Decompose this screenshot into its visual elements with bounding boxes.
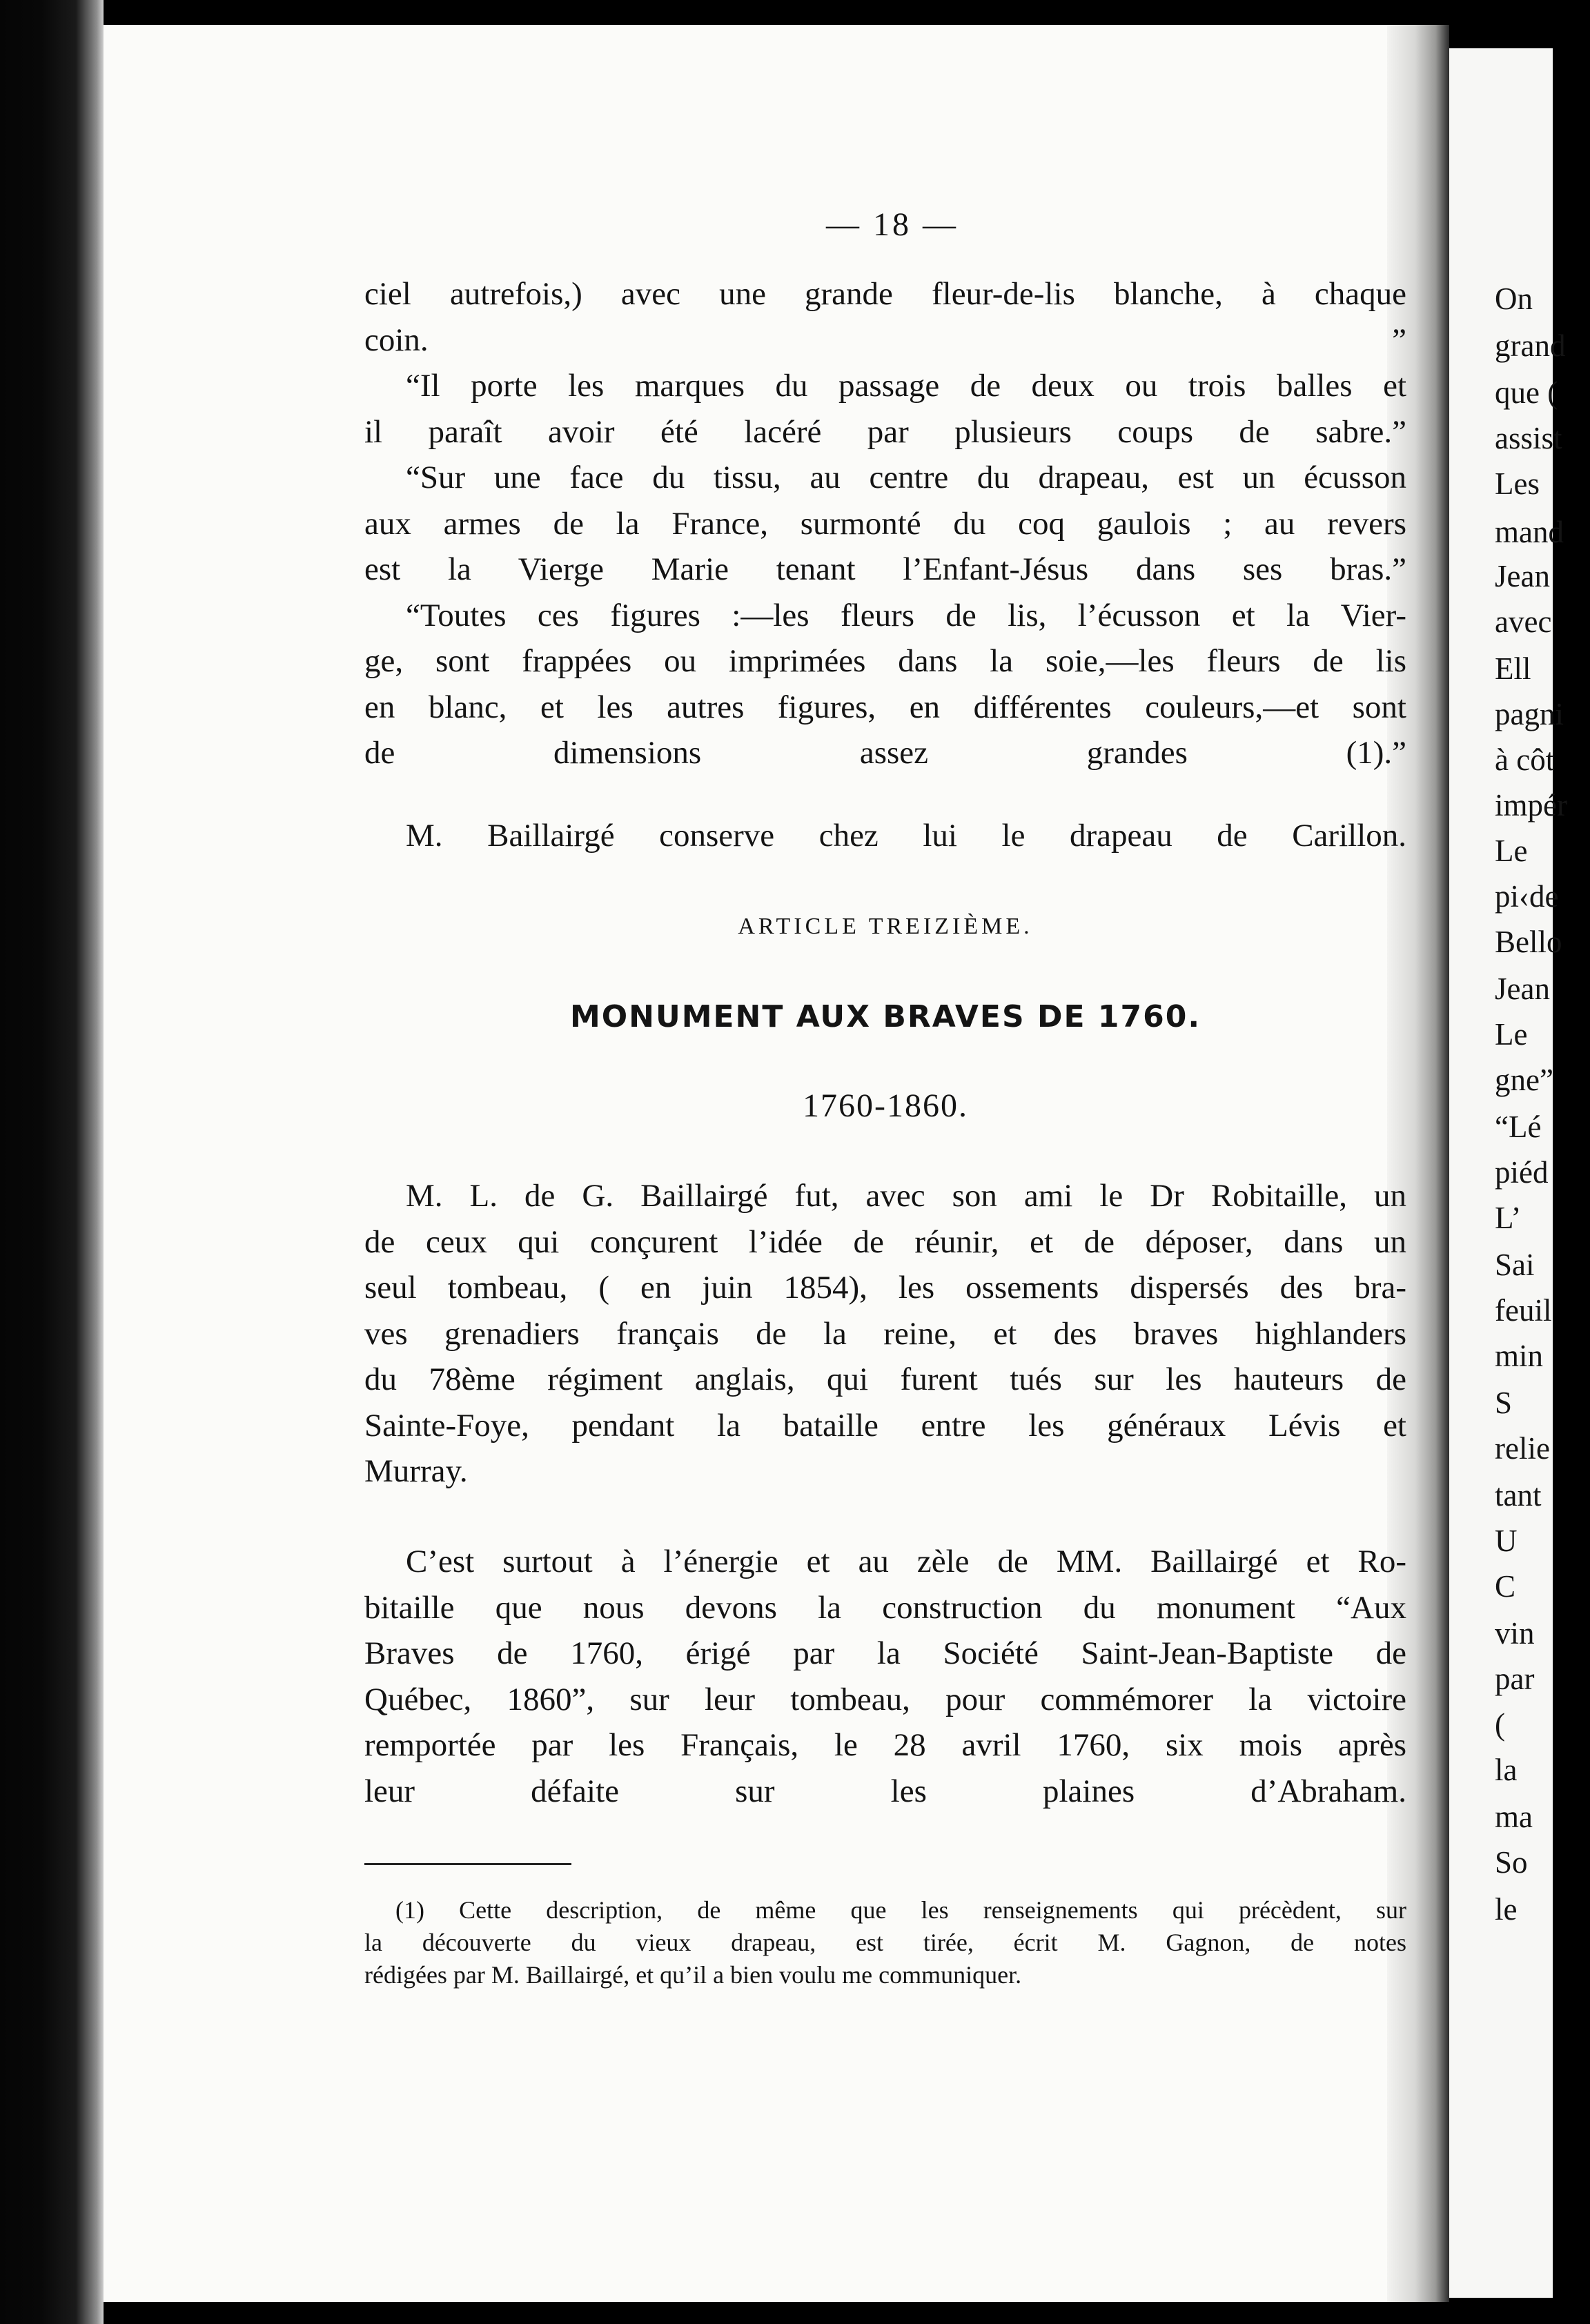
facing-page-line: Jean <box>1495 972 1550 1006</box>
text-line: Braves de 1760, érigé par la Société Saint-Jean-Baptiste de <box>364 1635 1406 1671</box>
facing-page-line: Les <box>1495 466 1540 501</box>
text-line: seul tombeau, ( en juin 1854), les ossements dispersés des bra- <box>364 1270 1406 1306</box>
facing-page-line: mand <box>1495 515 1564 549</box>
facing-page-line: relie <box>1495 1431 1550 1466</box>
facing-page-line: à côt <box>1495 742 1555 777</box>
monument-paragraph-1 <box>364 1173 1406 1495</box>
facing-page-line: pi‹de <box>1495 879 1559 914</box>
footnote <box>364 1894 1406 1991</box>
facing-page-line: la <box>1495 1753 1518 1787</box>
facing-page-line: Jean <box>1495 559 1550 593</box>
facing-page-line: min <box>1495 1339 1544 1373</box>
facing-page-line: que ( <box>1495 375 1558 410</box>
flag-description-block <box>364 271 1406 776</box>
facing-page-line: tant <box>1495 1478 1542 1513</box>
facing-page-line: Le <box>1495 1017 1528 1052</box>
page-number: — 18 — <box>826 206 959 243</box>
paragraph-figures <box>364 593 1406 776</box>
paragraph-bullets <box>364 363 1406 455</box>
text-line: M. Baillairgé conserve chez lui le drapeau de Carillon. <box>406 818 1406 854</box>
text-line: “Toutes ces figures :—les fleurs de lis, l’écusson et la Vier- <box>406 597 1406 633</box>
text-line: de dimensions assez grandes (1).” <box>364 735 1406 771</box>
text-line: ves grenadiers français de la reine, et des braves highlanders <box>364 1315 1406 1352</box>
text-line: en blanc, et les autres figures, en différentes couleurs,—et sont <box>364 689 1406 725</box>
facing-page-line: le <box>1495 1892 1518 1927</box>
text-line: du 78ème régiment anglais, qui furent tués sur les hauteurs de <box>364 1361 1406 1397</box>
facing-page-line: vin <box>1495 1616 1535 1651</box>
text-line: leur défaite sur les plaines d’Abraham. <box>364 1773 1406 1809</box>
footnote-divider <box>364 1863 571 1865</box>
facing-page-line: Le <box>1495 834 1528 868</box>
text-line: il paraît avoir été lacéré par plusieurs coups de sabre.” <box>364 413 1406 450</box>
facing-page-line: assist <box>1495 421 1562 455</box>
text-line: remportée par les Français, le 28 avril 1760, six mois après <box>364 1727 1406 1763</box>
facing-page-line: So <box>1495 1845 1528 1880</box>
text-line: est la Vierge Marie tenant l’Enfant-Jésus dans ses bras.” <box>364 551 1406 587</box>
text-line: Murray. <box>364 1453 468 1489</box>
text-line: C’est surtout à l’énergie et au zèle de MM. Baillairgé et Ro- <box>406 1544 1406 1579</box>
facing-page-line: impér <box>1495 788 1567 823</box>
facing-page-line: S <box>1495 1386 1513 1420</box>
facing-page-line: ( <box>1495 1707 1505 1742</box>
paragraph-ossements <box>364 1173 1406 1495</box>
facing-page-line: avec <box>1495 604 1552 639</box>
monument-paragraph-2 <box>364 1539 1406 1814</box>
facing-page-line: gne” <box>1495 1063 1553 1097</box>
facing-page-line: piéd <box>1495 1155 1549 1190</box>
facing-page-line: C <box>1495 1569 1516 1604</box>
facing-page-line: pagni <box>1495 697 1564 731</box>
facing-page-line: par <box>1495 1662 1535 1696</box>
text-line: “Il porte les marques du passage de deux ou trois balles et <box>406 368 1406 404</box>
facing-page-line: On <box>1495 282 1533 316</box>
text-line: Québec, 1860”, sur leur tombeau, pour commémorer la victoire <box>364 1681 1406 1717</box>
paragraph-continuation <box>364 271 1406 363</box>
facing-page-line: feuil <box>1495 1293 1552 1328</box>
text-line: “Sur une face du tissu, au centre du drapeau, est un écusson <box>406 460 1406 495</box>
facing-page-line: Sai <box>1495 1248 1535 1282</box>
paragraph-carillon <box>364 813 1406 859</box>
book-gutter-shadow <box>0 0 104 2324</box>
footnote-line: (1) Cette description, de même que les renseignements qui précèdent, sur <box>395 1896 1406 1924</box>
footnote-line: la découverte du vieux drapeau, est tirée, écrit M. Gagnon, de notes <box>364 1929 1406 1956</box>
facing-page-line: U <box>1495 1524 1518 1558</box>
facing-page-line: “Lé <box>1495 1110 1542 1144</box>
text-line: aux armes de la France, surmonté du coq gaulois ; au revers <box>364 505 1406 542</box>
facing-page-line: ma <box>1495 1800 1533 1834</box>
text-line: coin. ” <box>364 322 1406 358</box>
text-line: bitaille que nous devons la construction du monument “Aux <box>364 1589 1406 1626</box>
article-heading: ARTICLE TREIZIÈME. <box>738 914 1033 939</box>
footnote-line: rédigées par M. Baillairgé, et qu’il a bien voulu me communiquer. <box>364 1961 1022 1989</box>
text-line: ciel autrefois,) avec une grande fleur-de-lis blanche, à chaque <box>364 276 1406 312</box>
carillon-flag-note <box>364 813 1406 859</box>
date-range: 1760-1860. <box>803 1087 968 1124</box>
paragraph-construction <box>364 1539 1406 1814</box>
section-title: MONUMENT AUX BRAVES DE 1760. <box>569 999 1201 1034</box>
text-line: M. L. de G. Baillairgé fut, avec son ami le Dr Robitaille, un <box>406 1178 1406 1214</box>
text-line: Sainte-Foye, pendant la bataille entre les généraux Lévis et <box>364 1407 1406 1444</box>
text-line: de ceux qui conçurent l’idée de réunir, et de déposer, dans un <box>364 1223 1406 1260</box>
facing-page-line: grand <box>1495 328 1566 363</box>
text-line: ge, sont frappées ou imprimées dans la soie,—les fleurs de lis <box>364 643 1406 679</box>
facing-page-line: Ell <box>1495 651 1531 686</box>
paragraph-escutcheon <box>364 455 1406 593</box>
facing-page-line: L’ <box>1495 1201 1522 1235</box>
facing-page-line: Bello <box>1495 925 1562 959</box>
